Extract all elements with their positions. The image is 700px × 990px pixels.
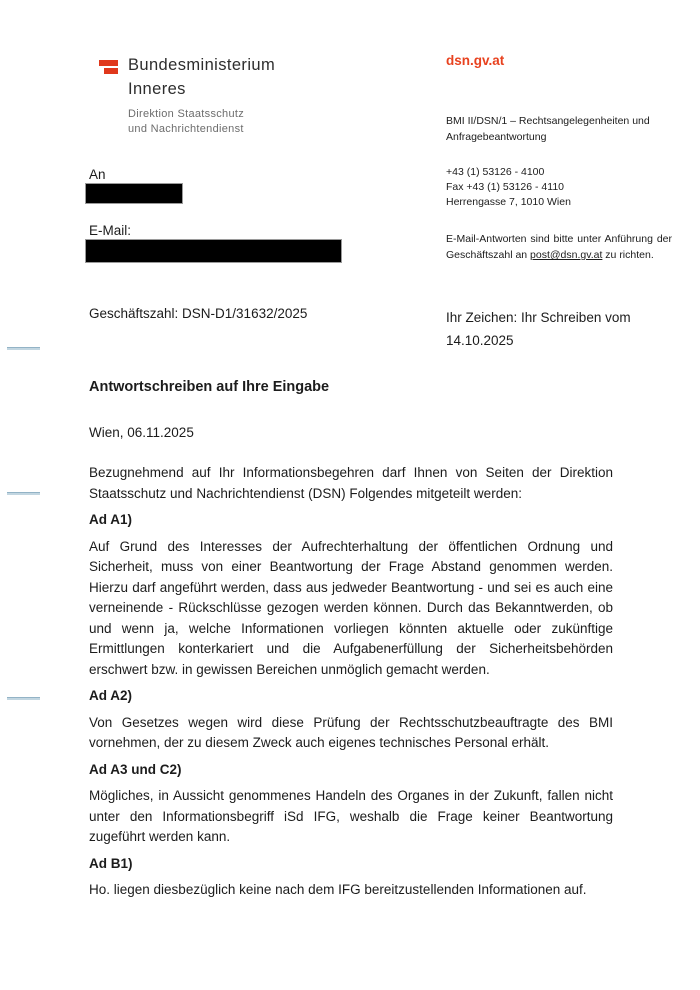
section-heading-a1: Ad A1) bbox=[89, 512, 132, 527]
ministry-name-line2: Inneres bbox=[128, 80, 186, 98]
your-reference-line2: 14.10.2025 bbox=[446, 333, 514, 348]
fax-number: Fax +43 (1) 53126 - 4110 bbox=[446, 181, 565, 193]
department-line1: Direktion Staatsschutz bbox=[128, 108, 245, 120]
department-line2: und Nachrichtendienst bbox=[128, 123, 244, 135]
contact-block bbox=[446, 165, 571, 210]
ministry-wordmark bbox=[128, 53, 275, 101]
section-paragraph-a2: Von Gesetzes wegen wird diese Prüfung der Rechtsschutzbeauftragte des BMI vornehmen, der zu diesem Zweck auch eigenes technisches Personal erhält. bbox=[89, 714, 613, 750]
austria-flag-logo-icon bbox=[104, 68, 118, 74]
section-heading-a3-c2: Ad A3 und C2) bbox=[89, 761, 182, 777]
email-reply-note bbox=[446, 231, 672, 263]
subject-line: Antwortschreiben auf Ihre Eingabe bbox=[89, 379, 330, 395]
department-name bbox=[128, 107, 244, 137]
recipient-label: An bbox=[89, 167, 106, 182]
section-paragraph-b1: Ho. liegen diesbezüglich keine nach dem IFG bereitzustellenden Informationen auf. bbox=[89, 882, 587, 897]
org-unit-line: BMI II/DSN/1 – Rechtsangelegenheiten und Anfragebeantwortung bbox=[446, 115, 650, 143]
intro-paragraph: Bezugnehmend auf Ihr Informationsbegehren darf Ihnen von Seiten der Direktion Staatsschutz und Nachrichtendienst (DSN) Folgendes mitgeteilt werden: bbox=[89, 465, 613, 501]
redaction-bar-email bbox=[85, 239, 342, 263]
email-link[interactable]: post@dsn.gv.at bbox=[530, 249, 603, 261]
fold-mark bbox=[7, 492, 40, 495]
redaction-bar-recipient bbox=[85, 183, 183, 204]
email-note-text: zu richten. bbox=[602, 249, 654, 261]
fold-mark bbox=[7, 347, 40, 350]
email-note-text: E-Mail-Antworten sind bitte unter Anführung der Geschäftszahl an bbox=[446, 233, 672, 261]
place-date-line: Wien, 06.11.2025 bbox=[89, 425, 194, 440]
postal-address: Herrengasse 7, 1010 Wien bbox=[446, 196, 571, 208]
section-paragraph-a1: Auf Grund des Interesses der Aufrechterhaltung der öffentlichen Ordnung und Sicherheit, muss von einer Beantwortung der Frage Abstand genommen werden. Hierzu darf angeführt werden, dass aus jedweder Beantwortung - und sei es auch eine verneinende - Rückschlüsse gezogen werden können. Durch das Bekanntwerden, ob und wenn ja, welche Informationen vorliegen könnten aktuelle oder zukünftige Ermittlungen konterkariert und die Aufgabenerfüllung der Sicherheitsbehörden erschwert bzw. in gewissen Bereichen unmöglich gemacht werden. bbox=[89, 538, 613, 677]
phone-number: +43 (1) 53126 - 4100 bbox=[446, 166, 545, 178]
ministry-name-line1: Bundesministerium bbox=[128, 56, 276, 74]
case-number: Geschäftszahl: DSN-D1/31632/2025 bbox=[89, 306, 308, 321]
austria-flag-logo-icon bbox=[99, 60, 118, 66]
section-heading-a2: Ad A2) bbox=[89, 688, 132, 703]
your-reference bbox=[446, 306, 631, 352]
website-link[interactable]: dsn.gv.at bbox=[446, 53, 505, 68]
section-paragraph-a3-c2: Mögliches, in Aussicht genommenes Handeln des Organes in der Zukunft, fallen nicht unter den Informationsbegriff iSd IFG, weshalb die Frage keiner Beantwortung zugeführt werden kann. bbox=[89, 788, 613, 844]
letter-body bbox=[89, 463, 613, 907]
your-reference-line1: Ihr Zeichen: Ihr Schreiben vom bbox=[446, 310, 631, 325]
fold-mark bbox=[7, 697, 40, 700]
section-heading-b1: Ad B1) bbox=[89, 855, 133, 871]
recipient-email-label: E-Mail: bbox=[89, 223, 132, 238]
